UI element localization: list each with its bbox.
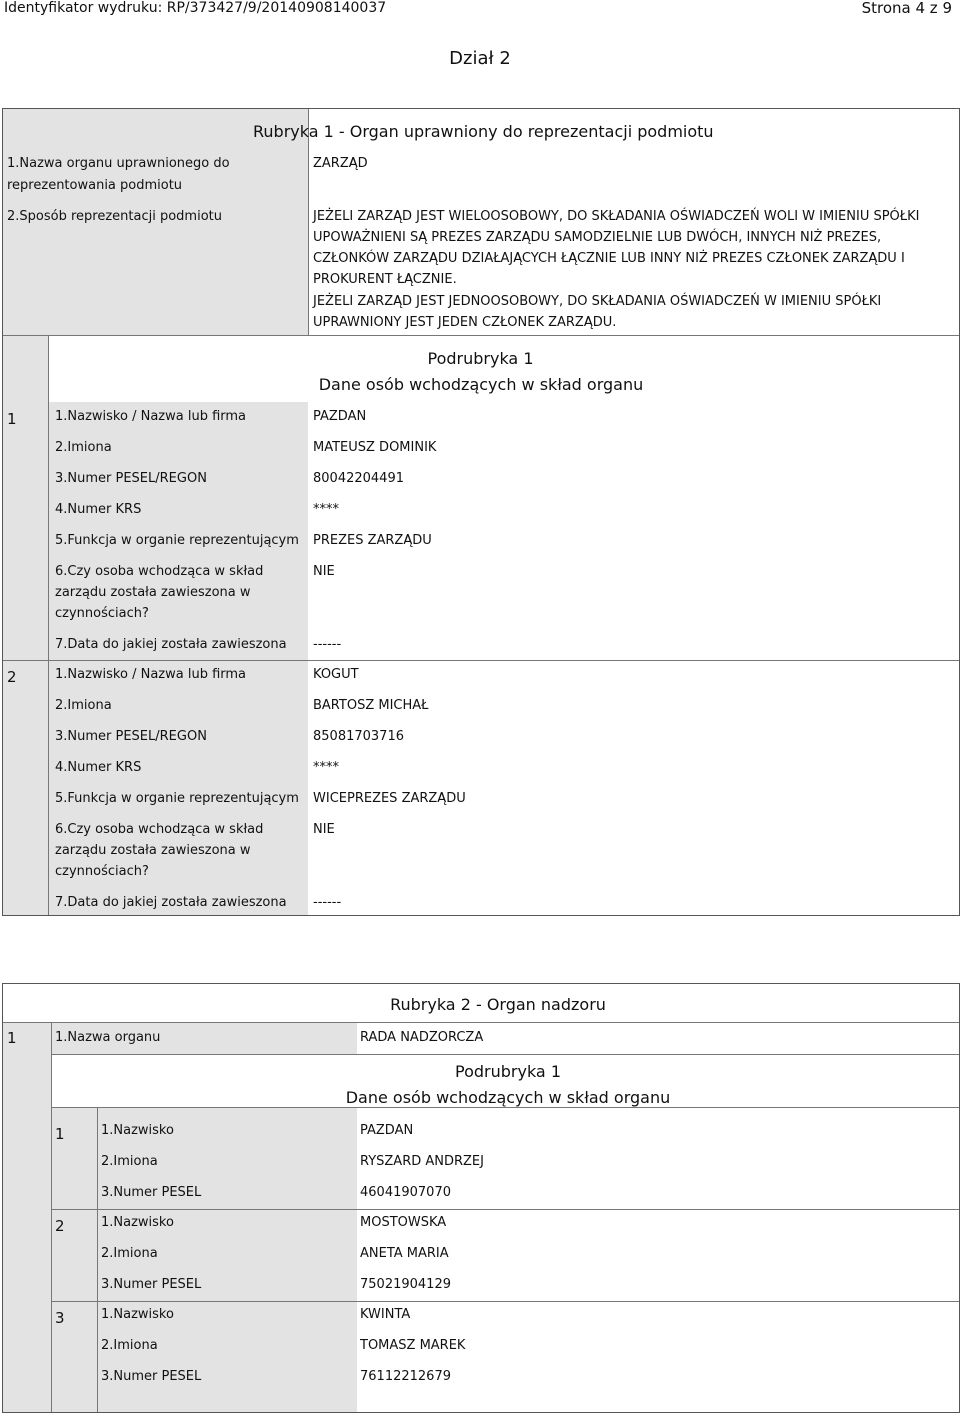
organ-label: 1.Nazwa organu: [55, 1030, 161, 1045]
imiona-value: RYSZARD ANDRZEJ: [360, 1154, 484, 1169]
data-value: ------: [313, 895, 342, 910]
imiona-value: ANETA MARIA: [360, 1246, 449, 1261]
nazwisko-value: PAZDAN: [313, 409, 367, 424]
nazwisko-value: PAZDAN: [360, 1123, 414, 1138]
nazwisko-label: 1.Nazwisko: [101, 1215, 174, 1230]
nazwisko-value: MOSTOWSKA: [360, 1215, 447, 1230]
funkcja-value: PREZES ZARZĄDU: [313, 533, 432, 548]
krs-value: ****: [313, 760, 339, 775]
funkcja-label: 5.Funkcja w organie reprezentującym: [55, 791, 299, 806]
imiona-label: 2.Imiona: [55, 440, 112, 455]
sposob-label: 2.Sposób reprezentacji podmiotu: [7, 209, 222, 224]
person-index: 3: [55, 1309, 65, 1327]
page-number: Strona 4 z 9: [861, 0, 952, 17]
rubryka-1: [2, 108, 960, 916]
pesel-label: 3.Numer PESEL/REGON: [55, 471, 207, 486]
print-identifier: Identyfikator wydruku: RP/373427/9/20140908140037: [4, 0, 387, 16]
organ-value: RADA NADZORCZA: [360, 1030, 484, 1045]
r2-subindex-col-bg: [51, 1107, 97, 1412]
divider: [51, 1301, 959, 1302]
zawieszona-value: NIE: [313, 564, 335, 579]
divider: [3, 660, 959, 661]
divider: [51, 1022, 52, 1412]
imiona-value: BARTOSZ MICHAŁ: [313, 698, 429, 713]
divider: [97, 1107, 98, 1412]
imiona-label: 2.Imiona: [101, 1246, 158, 1261]
divider: [51, 1209, 959, 1210]
nazwisko-label: 1.Nazwisko: [101, 1307, 174, 1322]
divider: [3, 1022, 959, 1023]
pesel-label: 3.Numer PESEL: [101, 1277, 202, 1292]
divider: [48, 335, 49, 915]
data-label: 7.Data do jakiej została zawieszona: [55, 895, 287, 910]
podrubryka-subtitle: Dane osób wchodzących w skład organu: [345, 1088, 671, 1107]
imiona-label: 2.Imiona: [101, 1154, 158, 1169]
data-value: ------: [313, 637, 342, 652]
pesel-value: 46041907070: [360, 1185, 451, 1200]
sposob-value-2: JEŻELI ZARZĄD JEST JEDNOOSOBOWY, DO SKŁADANIA OŚWIADCZEŃ W IMIENIU SPÓŁKI UPRAWNIONY JEST JEDEN CZŁONEK ZARZĄDU.: [313, 294, 882, 330]
rubryka-2-title: Rubryka 2 - Organ nadzoru: [390, 995, 606, 1014]
podrubryka-title: Podrubryka 1: [455, 1062, 561, 1081]
imiona-value: MATEUSZ DOMINIK: [313, 440, 437, 455]
nazwisko-label: 1.Nazwisko / Nazwa lub firma: [55, 667, 247, 682]
person-index: 1: [55, 1125, 65, 1143]
krs-label: 4.Numer KRS: [55, 760, 142, 775]
podrubryka-subtitle: Dane osób wchodzących w skład organu: [318, 375, 644, 394]
organ-label: 1.Nazwa organu uprawnionego do reprezentowania podmiotu: [7, 156, 230, 193]
imiona-label: 2.Imiona: [55, 698, 112, 713]
person-index: 2: [7, 668, 17, 686]
nazwisko-label: 1.Nazwisko / Nazwa lub firma: [55, 409, 247, 424]
person-index: 2: [55, 1217, 65, 1235]
nazwisko-value: KWINTA: [360, 1307, 411, 1322]
imiona-label: 2.Imiona: [101, 1338, 158, 1353]
divider: [3, 335, 959, 336]
pesel-label: 3.Numer PESEL: [101, 1369, 202, 1384]
organ-value: ZARZĄD: [313, 156, 368, 171]
nazwisko-value: KOGUT: [313, 667, 359, 682]
organ-index: 1: [7, 1029, 17, 1047]
divider: [51, 1054, 959, 1055]
data-label: 7.Data do jakiej została zawieszona: [55, 637, 287, 652]
zawieszona-value: NIE: [313, 822, 335, 837]
pesel-label: 3.Numer PESEL: [101, 1185, 202, 1200]
pesel-value: 75021904129: [360, 1277, 451, 1292]
zawieszona-label: 6.Czy osoba wchodząca w skład zarządu została zawieszona w czynnościach?: [55, 564, 264, 621]
r2-index-col-bg: [3, 1022, 51, 1412]
podrubryka-title: Podrubryka 1: [427, 349, 534, 368]
zawieszona-label: 6.Czy osoba wchodząca w skład zarządu została zawieszona w czynnościach?: [55, 822, 264, 879]
pesel-value: 76112212679: [360, 1369, 451, 1384]
pesel-label: 3.Numer PESEL/REGON: [55, 729, 207, 744]
pesel-value: 80042204491: [313, 471, 404, 486]
person-index: 1: [7, 410, 17, 428]
nazwisko-label: 1.Nazwisko: [101, 1123, 174, 1138]
imiona-value: TOMASZ MAREK: [360, 1338, 466, 1353]
section-title: Dział 2: [449, 48, 511, 69]
krs-value: ****: [313, 502, 339, 517]
rubryka-2: [2, 983, 960, 1413]
funkcja-label: 5.Funkcja w organie reprezentującym: [55, 533, 299, 548]
krs-label: 4.Numer KRS: [55, 502, 142, 517]
rubryka-1-title: Rubryka 1 - Organ uprawniony do reprezentacji podmiotu: [253, 122, 714, 141]
pesel-value: 85081703716: [313, 729, 404, 744]
funkcja-value: WICEPREZES ZARZĄDU: [313, 791, 466, 806]
sposob-value-1: JEŻELI ZARZĄD JEST WIELOOSOBOWY, DO SKŁADANIA OŚWIADCZEŃ WOLI W IMIENIU SPÓŁKI UPOWAŻNIENI SĄ PREZES ZARZĄDU SAMODZIELNIE LUB DWÓCH, INNYCH NIŻ PREZES, CZŁONKÓW ZARZĄDU DZIAŁAJĄCYCH ŁĄCZNIE LUB INNY NIŻ PREZES CZŁONEK ZARZĄDU I PROKURENT ŁĄCZNIE.: [313, 209, 920, 287]
